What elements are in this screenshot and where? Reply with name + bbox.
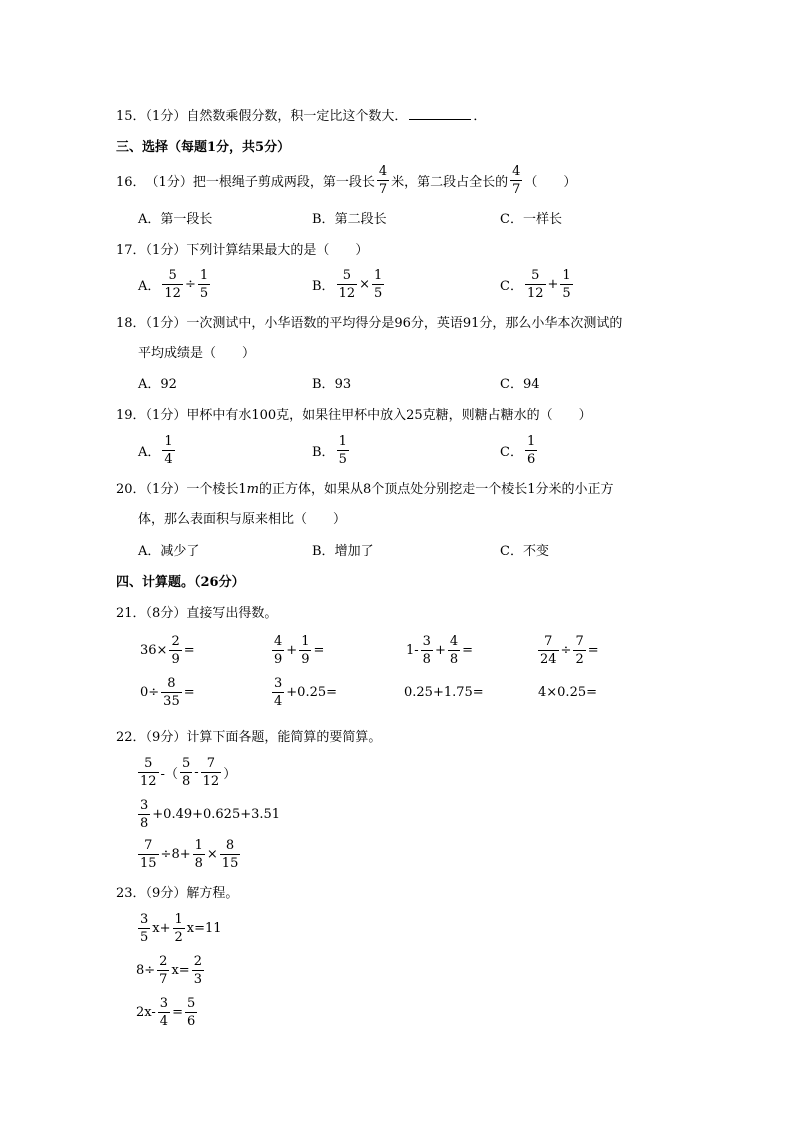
question-number: 18． (116, 316, 146, 331)
fraction: $\frac{1}{8}$ (194, 837, 203, 871)
expression: $\frac{3}{4}$ +0.25= (274, 675, 338, 709)
question-score: （1分） (145, 408, 187, 423)
question-text: 计算下面各题，能简算的要简算。 (186, 730, 382, 745)
fraction: $\frac{5}{8}$ (181, 755, 191, 789)
fraction: $\frac{1}{5}$ (199, 267, 209, 301)
fraction: $\frac{4}{7}$ (512, 163, 521, 197)
fraction: $\frac{5}{6}$ (186, 995, 196, 1029)
option-c[interactable]: C． $\frac{5}{12}$ + $\frac{1}{5}$ (500, 267, 571, 301)
fraction: $\frac{1}{5}$ (562, 267, 571, 301)
question-18 (116, 312, 622, 331)
option-b[interactable]: B． $\frac{1}{5}$ (312, 433, 347, 467)
question-score: （1分） (145, 243, 187, 258)
question-number: 22． (116, 730, 146, 745)
question-text: 一次测试中，小华语数的平均得分是96分，英语91分，那么小华本次测试的 (186, 316, 623, 331)
expression: 4×0.25= (538, 684, 598, 700)
expression: 0.25+1.75= (404, 684, 484, 700)
question-20-line2: 体，那么表面积与原来相比（ ） (138, 512, 347, 527)
question-score: （1分） (145, 174, 193, 190)
fraction: $\frac{4}{7}$ (378, 163, 388, 197)
question-text: 把一根绳子剪成两段，第一段长 (192, 174, 375, 190)
expression: 0÷ $\frac{8}{35}$ = (140, 675, 195, 709)
fraction: $\frac{7}{12}$ (202, 755, 220, 789)
fraction: $\frac{1}{5}$ (338, 433, 347, 467)
option-b[interactable]: B．增加了 (312, 544, 374, 559)
expression: 36× $\frac{2}{9}$ = (140, 633, 195, 667)
expression: $\frac{7}{24}$ ÷ $\frac{7}{2}$ = (540, 633, 599, 667)
equation: $\frac{3}{5}$ x+ $\frac{1}{2}$ x=11 (140, 911, 222, 945)
option-c[interactable]: C．一样长 (500, 212, 562, 227)
option-c[interactable]: C．94 (500, 377, 540, 392)
fraction: $\frac{3}{8}$ (140, 797, 149, 831)
expression: $\frac{7}{15}$ ÷8+ $\frac{1}{8}$ × $\frac{8}{15}$ (140, 837, 239, 871)
fraction: $\frac{1}{5}$ (374, 267, 383, 301)
fraction: $\frac{7}{24}$ (540, 633, 557, 667)
fraction: $\frac{7}{15}$ (140, 837, 157, 871)
option-a[interactable]: A．第一段长 (138, 212, 213, 227)
question-23 (116, 882, 238, 901)
answer-paren[interactable]: （ ） (524, 174, 577, 190)
question-19 (116, 404, 592, 423)
fraction: $\frac{2}{3}$ (193, 953, 202, 987)
question-15: 15．（1分）自然数乘假分数，积一定比这个数大． ． (116, 109, 487, 124)
fraction: $\frac{5}{12}$ (338, 267, 356, 301)
section-title-choice: 三、选择（每题1分，共5分） (116, 140, 291, 155)
option-a[interactable]: A． $\frac{1}{4}$ (138, 433, 173, 467)
question-text: 下列计算结果最大的是（ ） (186, 243, 369, 258)
expression: 1- $\frac{3}{8}$ + $\frac{4}{8}$ = (406, 633, 474, 667)
equation: 2x- $\frac{3}{4}$ = $\frac{5}{6}$ (136, 995, 196, 1029)
fraction: $\frac{4}{9}$ (274, 633, 283, 667)
fraction: $\frac{5}{12}$ (164, 267, 181, 301)
question-18-line2: 平均成绩是（ ） (138, 346, 256, 361)
fraction: $\frac{5}{12}$ (526, 267, 544, 301)
option-a[interactable]: A．减少了 (138, 544, 200, 559)
option-c[interactable]: C．不变 (500, 544, 549, 559)
option-a[interactable]: A． $\frac{5}{12}$ ÷ $\frac{1}{5}$ (138, 267, 209, 301)
fraction: $\frac{2}{9}$ (171, 633, 180, 667)
fraction: $\frac{1}{4}$ (164, 433, 173, 467)
question-21 (116, 602, 277, 621)
question-text: 解方程。 (186, 886, 239, 901)
question-number: 19． (116, 408, 146, 423)
fraction: $\frac{5}{12}$ (140, 755, 157, 789)
expression: $\frac{4}{9}$ + $\frac{1}{9}$ = (274, 633, 325, 667)
fraction: $\frac{3}{4}$ (274, 675, 283, 709)
section-title-calc: 四、计算题。（26分） (116, 575, 245, 590)
question-16: 16． （1分） 把一根绳子剪成两段，第一段长 $\frac{4}{7}$ 米，第二段占全长的 $\frac{4}{7}$ （ ） (116, 163, 577, 197)
question-number: 17． (116, 243, 146, 258)
fraction: $\frac{1}{9}$ (301, 633, 310, 667)
question-text: 自然数乘假分数，积一定比这个数大． (186, 109, 408, 124)
question-score: （1分） (145, 316, 187, 331)
fraction: $\frac{4}{8}$ (449, 633, 459, 667)
question-score: （8分） (145, 606, 187, 621)
option-b[interactable]: B．93 (312, 377, 352, 392)
option-b[interactable]: B．第二段长 (312, 212, 387, 227)
equation: 8÷ $\frac{2}{7}$ x= $\frac{2}{3}$ (136, 953, 202, 987)
question-text: 直接写出得数。 (186, 606, 278, 621)
fraction: $\frac{8}{15}$ (221, 837, 239, 871)
fraction: $\frac{8}{35}$ (163, 675, 180, 709)
fraction: $\frac{3}{4}$ (159, 995, 169, 1029)
question-score: （1分） (145, 482, 187, 497)
option-b[interactable]: B． $\frac{5}{12}$ × $\frac{1}{5}$ (312, 267, 383, 301)
option-a[interactable]: A．92 (138, 377, 177, 392)
question-number: 20． (116, 482, 146, 497)
question-number: 23． (116, 886, 146, 901)
question-number: 21． (116, 606, 146, 621)
question-22 (116, 726, 381, 745)
question-score: （9分） (145, 730, 187, 745)
question-number: 16． (116, 174, 146, 190)
question-number: 15． (116, 109, 146, 124)
expression: $\frac{3}{8}$ +0.49+0.625+3.51 (140, 797, 281, 831)
fraction: $\frac{7}{2}$ (575, 633, 584, 667)
option-c[interactable]: C． $\frac{1}{6}$ (500, 433, 536, 467)
answer-blank[interactable] (409, 107, 471, 120)
question-text: 一个棱长1 (186, 482, 247, 497)
fraction: $\frac{3}{5}$ (140, 911, 149, 945)
fraction: $\frac{2}{7}$ (159, 953, 168, 987)
expression: $\frac{5}{12}$ -（ $\frac{5}{8}$ - $\frac{7}{12}$ ） (140, 755, 237, 789)
question-score: （9分） (145, 886, 187, 901)
fraction: $\frac{3}{8}$ (422, 633, 431, 667)
question-20: 20．（1分）一个棱长1m的正方体，如果从8个顶点处分别挖走一个棱长1分米的小正方 (116, 482, 614, 497)
question-17 (116, 239, 368, 258)
fraction: $\frac{1}{2}$ (174, 911, 183, 945)
question-text: 甲杯中有水100克，如果往甲杯中放入25克糖，则糖占糖水的（ ） (186, 408, 592, 423)
question-score: （1分） (145, 109, 187, 124)
fraction: $\frac{1}{6}$ (526, 433, 536, 467)
